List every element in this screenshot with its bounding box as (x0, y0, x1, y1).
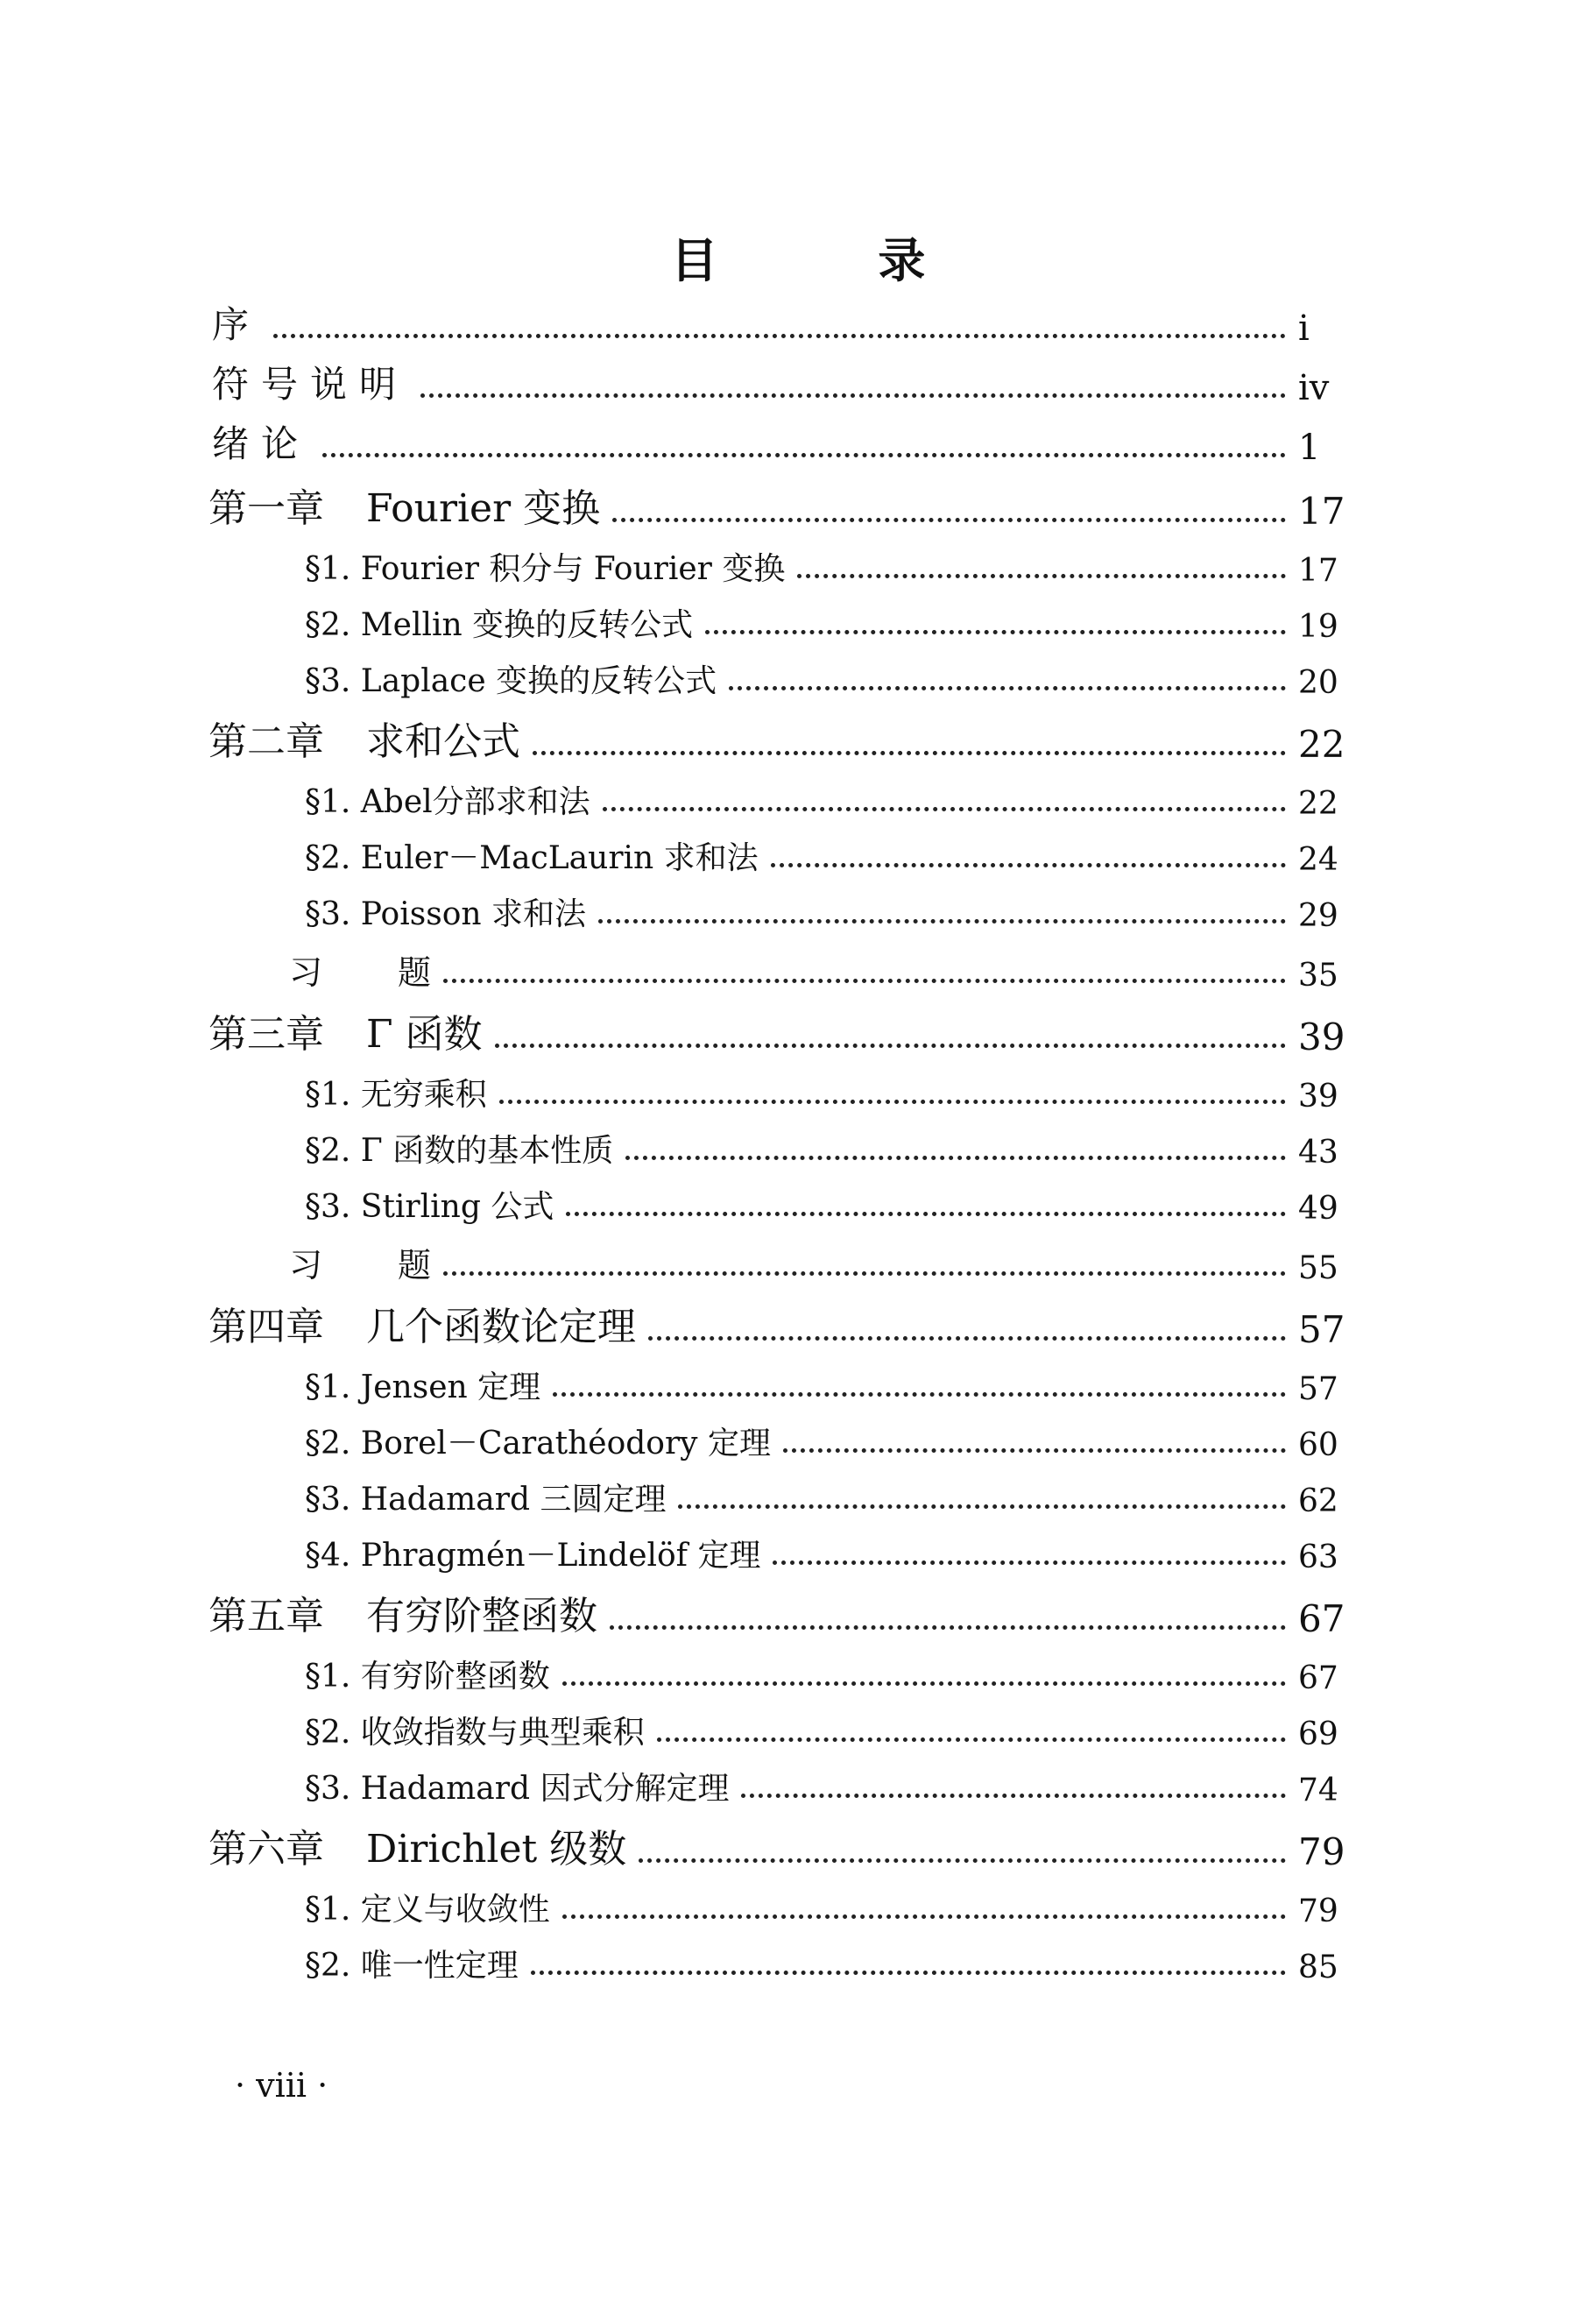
dot-leader (420, 393, 1286, 398)
toc-page-number: iv (1298, 368, 1330, 408)
toc-entry-chap (0, 994, 1596, 1058)
toc-page-number: 57 (1298, 1308, 1345, 1351)
toc-page-number: 49 (1298, 1191, 1338, 1227)
dot-leader (678, 1504, 1286, 1509)
toc-page-number: 55 (1298, 1250, 1338, 1286)
toc-entry-label (289, 1238, 431, 1286)
footer-page-number: · viii · (235, 2066, 328, 2105)
toc-entry-sec (0, 1752, 1596, 1808)
chapter-title: 几个函数论定理 (366, 1305, 636, 1349)
dot-leader (639, 1858, 1286, 1863)
dot-leader (625, 1156, 1286, 1160)
dot-leader (562, 1914, 1286, 1919)
toc-entry-sec (0, 1929, 1596, 1985)
toc-entry-label: §1. 定义与收敛性 (305, 1892, 550, 1928)
toc-entry-chap (0, 701, 1596, 766)
toc-entry-label (208, 477, 600, 533)
toc-entry-label: §3. Hadamard 三圆定理 (305, 1482, 667, 1518)
toc-entry-label: §2. 收敛指数与典型乘积 (305, 1715, 645, 1751)
toc-entry-chap (0, 1286, 1596, 1351)
toc-entry-sec (0, 645, 1596, 701)
dot-leader (533, 751, 1286, 755)
exercises-char-2: 题 (398, 1246, 432, 1284)
toc-page-number: 85 (1298, 1950, 1338, 1985)
toc-entry-sec (0, 1115, 1596, 1171)
toc-entry-label: 序 (212, 303, 262, 346)
chapter-number: 第四章 (208, 1305, 324, 1349)
toc-entry-sec (0, 1407, 1596, 1463)
toc-entry-sec (0, 878, 1596, 934)
toc-page-number: 22 (1298, 786, 1338, 822)
dot-leader (729, 686, 1286, 690)
toc-page-number: 57 (1298, 1371, 1338, 1407)
dot-leader (741, 1794, 1286, 1798)
toc-page-number: 29 (1298, 898, 1338, 934)
toc-page-number: 24 (1298, 842, 1338, 878)
toc-entry-label: §1. Jensen 定理 (305, 1369, 541, 1405)
toc-entry-label: §3. Stirling 公式 (305, 1189, 554, 1225)
toc-entry-label (208, 1295, 636, 1351)
toc-entry-chap (0, 468, 1596, 533)
toc-page-number: 79 (1298, 1893, 1338, 1929)
toc-page-number: 63 (1298, 1539, 1338, 1575)
toc-entry-top (0, 349, 1596, 408)
dot-leader (598, 919, 1286, 924)
title-char-2: 录 (878, 232, 926, 288)
toc-entry-label (208, 1584, 597, 1640)
toc-page-number: 74 (1298, 1773, 1338, 1808)
toc-page-number: 20 (1298, 665, 1338, 701)
toc-page-number: 62 (1298, 1483, 1338, 1519)
toc-page-number: 39 (1298, 1016, 1345, 1058)
toc-entry-ex (0, 934, 1596, 994)
toc-entry-chap (0, 1575, 1596, 1640)
toc-entry-chap (0, 1808, 1596, 1873)
chapter-number: 第六章 (208, 1827, 324, 1872)
toc-entry-label: §2. Γ 函数的基本性质 (305, 1133, 614, 1169)
chapter-title: Fourier 变换 (366, 486, 601, 531)
chapter-title: 有穷阶整函数 (366, 1594, 597, 1638)
dot-leader (783, 1448, 1286, 1453)
dot-leader (443, 1271, 1286, 1276)
toc-entry-sec (0, 1171, 1596, 1227)
chapter-number: 第三章 (208, 1012, 324, 1057)
toc-entry-label: §2. 唯一性定理 (305, 1948, 519, 1984)
toc-page-number: 1 (1298, 428, 1321, 468)
dot-leader (273, 334, 1286, 338)
toc-page-number: 22 (1298, 723, 1345, 766)
toc-entry-label: §1. 无穷乘积 (305, 1077, 487, 1113)
toc-entry-label: §2. Borel－Carathéodory 定理 (305, 1426, 771, 1461)
dot-leader (531, 1971, 1286, 1975)
dot-leader (603, 807, 1286, 811)
toc-page-number: 69 (1298, 1716, 1338, 1752)
dot-leader (322, 453, 1286, 457)
chapter-title: Dirichlet 级数 (366, 1827, 627, 1872)
toc-entry-label (208, 1817, 626, 1873)
toc-page-number: 43 (1298, 1135, 1338, 1171)
toc-entry-label: §2. Mellin 变换的反转公式 (305, 607, 694, 643)
toc-page-number: 79 (1298, 1830, 1345, 1873)
chapter-number: 第一章 (208, 486, 324, 531)
toc-entry-label: §3. Laplace 变换的反转公式 (305, 663, 717, 699)
toc-entry-sec (0, 589, 1596, 645)
toc-page-number: 60 (1298, 1427, 1338, 1463)
dot-leader (499, 1100, 1286, 1104)
toc-entry-sec (0, 1351, 1596, 1407)
toc-page-number: 67 (1298, 1597, 1345, 1640)
exercises-char-1: 习 (289, 1246, 323, 1284)
page-title (0, 223, 1596, 291)
toc-page-number: 35 (1298, 958, 1338, 994)
exercises-char-1: 习 (289, 953, 323, 992)
dot-leader (797, 574, 1286, 578)
dot-leader (495, 1044, 1286, 1048)
dot-leader (443, 979, 1286, 983)
toc-entry-label (208, 710, 520, 766)
toc-entry-sec (0, 766, 1596, 822)
toc-entry-top (0, 289, 1596, 349)
dot-leader (648, 1336, 1286, 1341)
toc-entry-label: §1. Fourier 积分与 Fourier 变换 (305, 551, 786, 587)
chapter-number: 第二章 (208, 719, 324, 764)
toc-entry-sec (0, 1696, 1596, 1752)
toc-entry-label: 绪论 (212, 422, 311, 465)
chapter-title: Γ 函数 (366, 1012, 483, 1057)
toc-entry-label (208, 1002, 483, 1058)
dot-leader (773, 1560, 1286, 1565)
dot-leader (612, 518, 1286, 522)
toc-page-number: i (1298, 308, 1310, 349)
toc-page-number: 67 (1298, 1660, 1338, 1696)
exercises-char-2: 题 (398, 953, 432, 992)
toc-entry-label: §3. Hadamard 因式分解定理 (305, 1771, 730, 1807)
toc-entry-label: §1. 有穷阶整函数 (305, 1659, 550, 1695)
dot-leader (771, 863, 1286, 867)
toc-entry-label: §4. Phragmén－Lindelöf 定理 (305, 1538, 761, 1574)
dot-leader (566, 1212, 1286, 1216)
table-of-contents (0, 289, 1596, 1985)
toc-entry-label (289, 945, 431, 994)
toc-entry-label: §2. Euler－MacLaurin 求和法 (305, 840, 759, 876)
title-char-1: 目 (670, 232, 718, 288)
chapter-title: 求和公式 (366, 719, 520, 764)
chapter-number: 第五章 (208, 1594, 324, 1638)
toc-entry-sec (0, 1463, 1596, 1519)
toc-entry-sec (0, 1873, 1596, 1929)
toc-entry-label: §3. Poisson 求和法 (305, 896, 586, 932)
dot-leader (705, 630, 1286, 634)
dot-leader (553, 1392, 1286, 1397)
toc-entry-sec (0, 1640, 1596, 1696)
toc-page-number: 17 (1298, 490, 1345, 533)
toc-page-number: 17 (1298, 553, 1338, 589)
toc-entry-top (0, 408, 1596, 468)
toc-entry-sec (0, 1519, 1596, 1575)
toc-page-number: 39 (1298, 1079, 1338, 1115)
toc-entry-label: §1. Abel分部求和法 (305, 784, 590, 820)
toc-entry-sec (0, 822, 1596, 878)
dot-leader (610, 1625, 1286, 1630)
toc-page-number: 19 (1298, 609, 1338, 645)
dot-leader (657, 1737, 1286, 1742)
toc-entry-label: 符号说明 (212, 363, 409, 406)
toc-entry-ex (0, 1227, 1596, 1286)
dot-leader (562, 1681, 1286, 1686)
toc-entry-sec (0, 1058, 1596, 1115)
toc-entry-sec (0, 533, 1596, 589)
